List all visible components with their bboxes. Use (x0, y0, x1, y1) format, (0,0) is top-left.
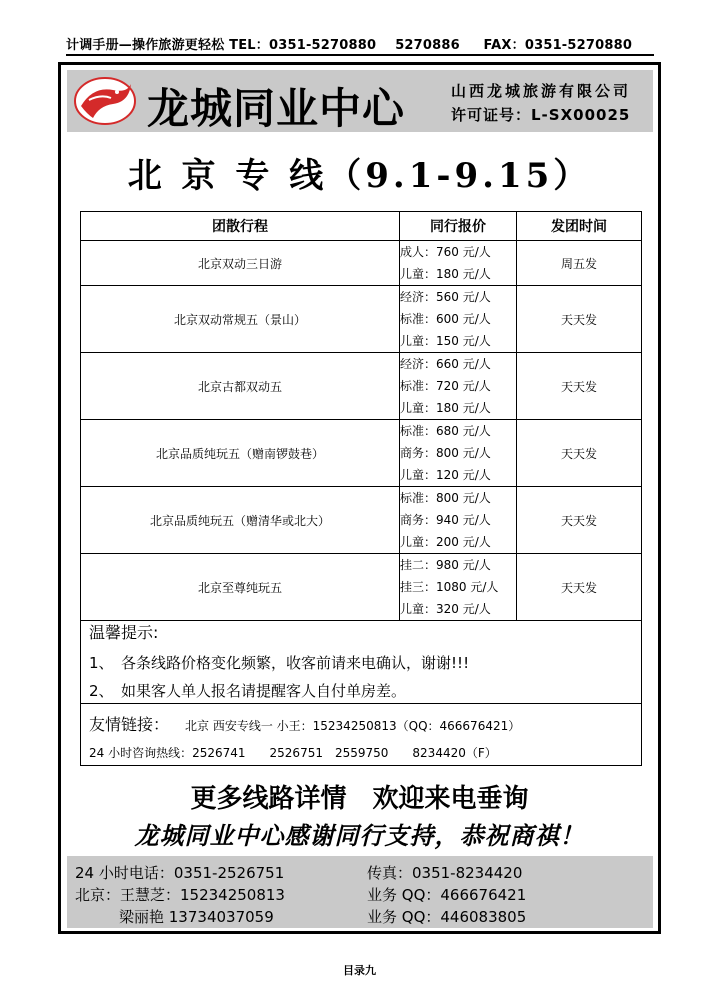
header-route: 团散行程 (81, 212, 400, 241)
links-box (80, 704, 642, 766)
links-line (89, 712, 520, 735)
tel-label: TEL： (229, 38, 269, 53)
price-cell (400, 241, 517, 286)
departure-time: 天天发 (517, 487, 642, 554)
price-line: 商务：800 元/人 (400, 446, 491, 460)
price-line: 儿童：200 元/人 (400, 535, 491, 549)
tel-number-2: 5270886 (395, 38, 460, 53)
price-line: 标准：720 元/人 (400, 379, 491, 393)
table-header-row (81, 212, 642, 241)
route-name: 北京品质纯玩五（赠清华或北大） (81, 487, 400, 554)
route-name: 北京品质纯玩五（赠南锣鼓巷） (81, 420, 400, 487)
links-text: 北京 西安专线一 小王：15234250813（QQ：466676421） (185, 719, 521, 733)
price-cell (400, 353, 517, 420)
slogan: 计调手册—操作旅游更轻松 (66, 38, 225, 53)
tip-item-1: 1、 各条线路价格变化频繁，收客前请来电确认，谢谢!!! (89, 654, 470, 672)
price-cell (400, 554, 517, 621)
fax-label: FAX： (483, 38, 525, 53)
price-line: 成人：760 元/人 (400, 245, 491, 259)
table-row (81, 241, 642, 286)
departure-time: 天天发 (517, 554, 642, 621)
price-line: 标准：800 元/人 (400, 491, 491, 505)
price-line: 经济：560 元/人 (400, 290, 491, 304)
departure-time: 天天发 (517, 353, 642, 420)
price-line: 挂二：980 元/人 (400, 558, 491, 572)
route-name: 北京双动三日游 (81, 241, 400, 286)
table-row (81, 420, 642, 487)
dragon-logo-icon (73, 76, 137, 126)
price-cell (400, 420, 517, 487)
fax-contact: 传真：0351-8234420 (367, 864, 523, 882)
tips-heading: 温馨提示: (89, 623, 159, 642)
route-name: 北京至尊纯玩五 (81, 554, 400, 621)
departure-time: 天天发 (517, 286, 642, 353)
links-label: 友情链接： (89, 715, 170, 734)
route-name: 北京双动常规五（景山） (81, 286, 400, 353)
header-price: 同行报价 (400, 212, 517, 241)
price-line: 儿童：180 元/人 (400, 401, 491, 415)
price-line: 标准：680 元/人 (400, 424, 491, 438)
table-row (81, 554, 642, 621)
price-line: 商务：940 元/人 (400, 513, 491, 527)
page-title: 北 京 专 线（9.1-9.15） (127, 156, 592, 196)
price-line: 儿童：320 元/人 (400, 602, 491, 616)
price-line: 挂三：1080 元/人 (400, 580, 499, 594)
price-line: 儿童：180 元/人 (400, 267, 491, 281)
tip-item-2: 2、 如果客人单人报名请提醒客人自付单房差。 (89, 682, 407, 700)
route-table (80, 211, 642, 621)
business-qq-1: 业务 QQ：466676421 (367, 886, 527, 904)
contact-box (67, 856, 653, 928)
tips-box (80, 612, 642, 704)
tel-number-1: 0351-5270880 (268, 38, 377, 53)
price-line: 儿童：120 元/人 (400, 468, 491, 482)
more-info-slogan: 更多线路详情 欢迎来电垂询 (190, 784, 529, 814)
price-line: 经济：660 元/人 (400, 357, 491, 371)
hotline: 24 小时咨询热线：2526741 2526751 2559750 8234420（F） (89, 746, 497, 760)
price-cell (400, 286, 517, 353)
price-line: 儿童：150 元/人 (400, 334, 491, 348)
header-departure: 发团时间 (517, 212, 642, 241)
departure-time: 天天发 (517, 420, 642, 487)
brand-banner (67, 70, 653, 132)
phone-24h: 24 小时电话：0351-2526751 (75, 864, 285, 882)
price-cell (400, 487, 517, 554)
brand-name: 龙城同业中心 (147, 84, 406, 133)
liang-contact: 梁丽艳 13734037059 (119, 908, 274, 926)
departure-time: 周五发 (517, 241, 642, 286)
fax-number: 0351-5270880 (524, 38, 633, 53)
table-row (81, 487, 642, 554)
beijing-contact: 北京：王慧芝：15234250813 (75, 886, 285, 904)
thanks-slogan: 龙城同业中心感谢同行支持，恭祝商祺！ (134, 822, 585, 850)
route-name: 北京古都双动五 (81, 353, 400, 420)
header-bar (66, 34, 654, 56)
business-qq-2: 业务 QQ：446083805 (367, 908, 527, 926)
price-line: 标准：600 元/人 (400, 312, 491, 326)
table-row (81, 353, 642, 420)
license-number: 许可证号：L-SX00025 (451, 106, 631, 124)
company-name: 山西龙城旅游有限公司 (451, 82, 632, 100)
table-row (81, 286, 642, 353)
page-footer: 目录九 (343, 964, 376, 977)
